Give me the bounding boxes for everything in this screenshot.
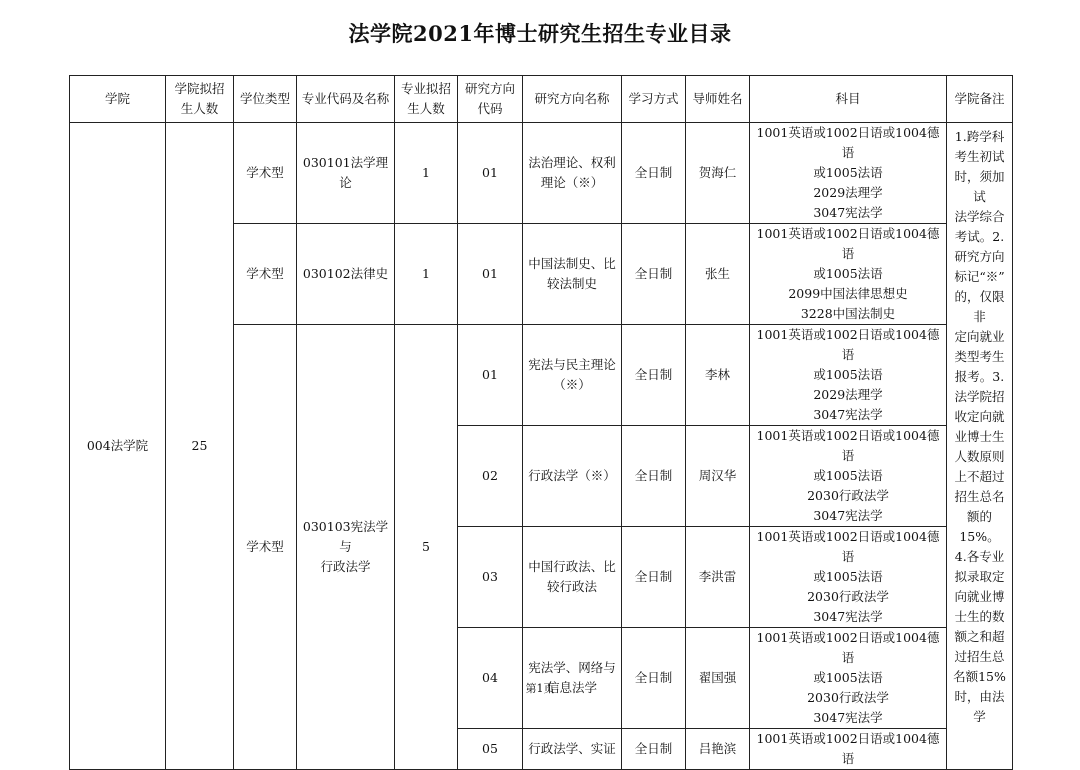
study-mode-cell: 全日制 bbox=[622, 527, 686, 628]
direction-name-cell: 中国行政法、比 较行政法 bbox=[523, 527, 622, 628]
subjects-cell: 1001英语或1002日语或1004德语 或1005法语 2030行政法学 3047宪法学 bbox=[750, 527, 947, 628]
degree-type-cell: 学术型 bbox=[234, 224, 297, 325]
header-direction-name: 研究方向名称 bbox=[523, 76, 622, 123]
subjects-cell: 1001英语或1002日语或1004德语 bbox=[750, 729, 947, 770]
header-major: 专业代码及名称 bbox=[297, 76, 395, 123]
direction-name-cell: 法治理论、权利 理论（※） bbox=[523, 123, 622, 224]
subjects-cell: 1001英语或1002日语或1004德语 或1005法语 2030行政法学 3047宪法学 bbox=[750, 628, 947, 729]
supervisor-cell: 张生 bbox=[686, 224, 750, 325]
supervisor-cell: 周汉华 bbox=[686, 426, 750, 527]
major-quota-cell: 1 bbox=[395, 123, 458, 224]
admissions-table bbox=[69, 75, 1013, 770]
subjects-cell: 1001英语或1002日语或1004德语 或1005法语 2029法理学 3047宪法学 bbox=[750, 123, 947, 224]
direction-name-cell: 中国法制史、比 较法制史 bbox=[523, 224, 622, 325]
major-quota-cell: 1 bbox=[395, 224, 458, 325]
subjects-cell: 1001英语或1002日语或1004德语 或1005法语 2030行政法学 3047宪法学 bbox=[750, 426, 947, 527]
header-degree-type: 学位类型 bbox=[234, 76, 297, 123]
supervisor-cell: 李林 bbox=[686, 325, 750, 426]
study-mode-cell: 全日制 bbox=[622, 628, 686, 729]
direction-code-cell: 01 bbox=[458, 325, 523, 426]
college-name-cell: 004法学院 bbox=[70, 123, 166, 770]
study-mode-cell: 全日制 bbox=[622, 325, 686, 426]
header-major-quota: 专业拟招 生人数 bbox=[395, 76, 458, 123]
supervisor-cell: 贺海仁 bbox=[686, 123, 750, 224]
supervisor-cell: 李洪雷 bbox=[686, 527, 750, 628]
page-number: 第1页 bbox=[525, 682, 555, 695]
major-name-cell: 030103宪法学与 行政法学 bbox=[297, 325, 395, 770]
header-remark: 学院备注 bbox=[947, 76, 1013, 123]
header-subjects: 科目 bbox=[750, 76, 947, 123]
major-name-cell: 030102法律史 bbox=[297, 224, 395, 325]
major-quota-cell: 5 bbox=[395, 325, 458, 770]
study-mode-cell: 全日制 bbox=[622, 224, 686, 325]
supervisor-cell: 翟国强 bbox=[686, 628, 750, 729]
table-header-row bbox=[70, 76, 1013, 123]
direction-code-cell: 04 bbox=[458, 628, 523, 729]
remark-cell: 1.跨学科 考生初试 时，须加试 法学综合 考试。2. 研究方向 标记“※” 的，仅限非 定向就业 类型考生 报考。3. 法学院招 收定向就 业博士生 人数原则 上不超过 招生总名 额的15%。 4.各专业 拟录取定 向就业博 士生的数 额之和超 过招生总 名额15% 时，由法学 bbox=[947, 123, 1013, 770]
direction-name-cell: 行政法学、实证 bbox=[523, 729, 622, 770]
subjects-cell: 1001英语或1002日语或1004德语 或1005法语 2099中国法律思想史 3228中国法制史 bbox=[750, 224, 947, 325]
study-mode-cell: 全日制 bbox=[622, 729, 686, 770]
direction-code-cell: 02 bbox=[458, 426, 523, 527]
direction-name-cell: 宪法学、网络与 信息法学 bbox=[523, 628, 622, 729]
degree-type-cell: 学术型 bbox=[234, 123, 297, 224]
degree-type-cell: 学术型 bbox=[234, 325, 297, 770]
header-college-quota: 学院拟招 生人数 bbox=[166, 76, 234, 123]
header-study-mode: 学习方式 bbox=[622, 76, 686, 123]
supervisor-cell: 吕艳滨 bbox=[686, 729, 750, 770]
table-row bbox=[70, 123, 1013, 224]
direction-name-cell: 宪法与民主理论 （※） bbox=[523, 325, 622, 426]
subjects-cell: 1001英语或1002日语或1004德语 或1005法语 2029法理学 3047宪法学 bbox=[750, 325, 947, 426]
direction-code-cell: 01 bbox=[458, 123, 523, 224]
major-name-cell: 030101法学理论 bbox=[297, 123, 395, 224]
direction-code-cell: 03 bbox=[458, 527, 523, 628]
study-mode-cell: 全日制 bbox=[622, 426, 686, 527]
direction-name-cell: 行政法学（※） bbox=[523, 426, 622, 527]
study-mode-cell: 全日制 bbox=[622, 123, 686, 224]
direction-code-cell: 05 bbox=[458, 729, 523, 770]
direction-code-cell: 01 bbox=[458, 224, 523, 325]
header-direction-code: 研究方向 代码 bbox=[458, 76, 523, 123]
college-quota-cell: 25 bbox=[166, 123, 234, 770]
header-supervisor: 导师姓名 bbox=[686, 76, 750, 123]
document-title: 法学院2021年博士研究生招生专业目录 bbox=[348, 21, 732, 46]
header-college: 学院 bbox=[70, 76, 166, 123]
